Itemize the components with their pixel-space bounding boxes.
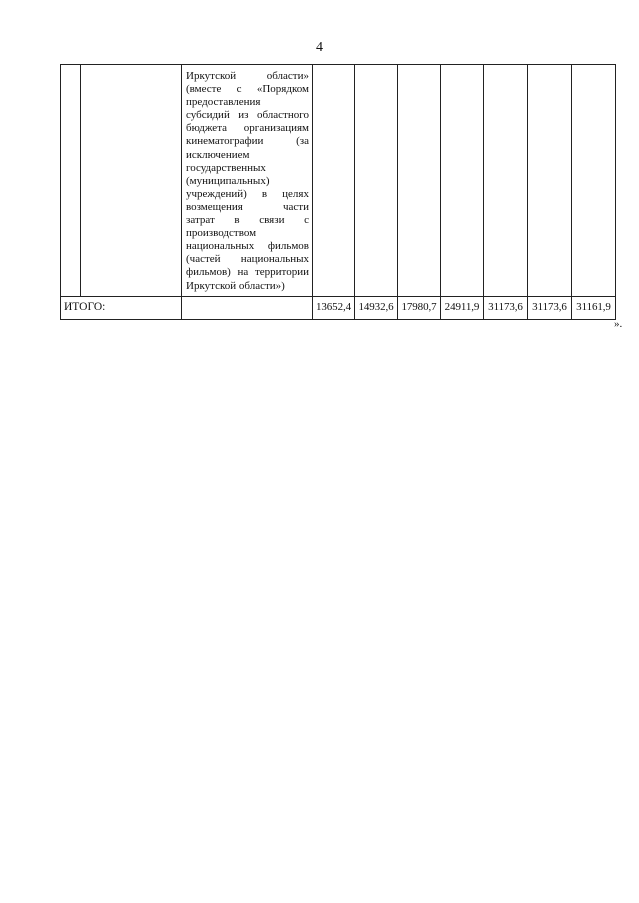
description-line: Иркутской области»): [186, 279, 285, 292]
table-cell-empty: [61, 65, 81, 297]
table-row: [61, 65, 616, 297]
description-line: возмещения части: [186, 200, 309, 213]
closing-quote-mark: ».: [614, 318, 623, 330]
description-line: национальных фильмов: [186, 240, 309, 253]
description-line: кинематографии (за: [186, 135, 309, 148]
description-line: субсидий из областного: [186, 109, 309, 122]
total-value-cell: 31173,6: [528, 296, 572, 319]
description-line: (частей национальных: [186, 253, 309, 266]
description-line: производством: [186, 227, 257, 240]
table-cell-empty: [572, 65, 616, 297]
description-line: предоставления: [186, 96, 261, 109]
description-line: затрат в связи с: [186, 214, 309, 227]
description-line: (вместе с «Порядком: [186, 83, 309, 96]
budget-table: [60, 64, 616, 320]
description-line: исключением: [186, 148, 250, 161]
table-cell-empty: [355, 65, 398, 297]
description-line: фильмов) на территории: [186, 266, 309, 279]
table-cell-empty: [182, 296, 313, 319]
table-cell-empty: [398, 65, 441, 297]
total-label: ИТОГО:: [61, 296, 182, 319]
description-line: учреждений) в целях: [186, 187, 309, 200]
table-cell-empty: [81, 65, 182, 297]
table-cell-empty: [484, 65, 528, 297]
description-line: государственных: [186, 161, 266, 174]
total-row: [61, 296, 616, 319]
total-value-cell: 14932,6: [355, 296, 398, 319]
total-value-cell: 17980,7: [398, 296, 441, 319]
total-value-cell: 31161,9: [572, 296, 616, 319]
description-line: бюджета организациям: [186, 122, 309, 135]
total-value-cell: 31173,6: [484, 296, 528, 319]
total-value-cell: 13652,4: [313, 296, 355, 319]
total-value-cell: 24911,9: [441, 296, 484, 319]
table-cell-empty: [313, 65, 355, 297]
description-line: (муниципальных): [186, 174, 270, 187]
table-cell-empty: [441, 65, 484, 297]
program-description-cell: [182, 65, 313, 297]
table-cell-empty: [528, 65, 572, 297]
description-line: Иркутской области»: [186, 70, 309, 82]
page-number: 4: [316, 40, 323, 55]
